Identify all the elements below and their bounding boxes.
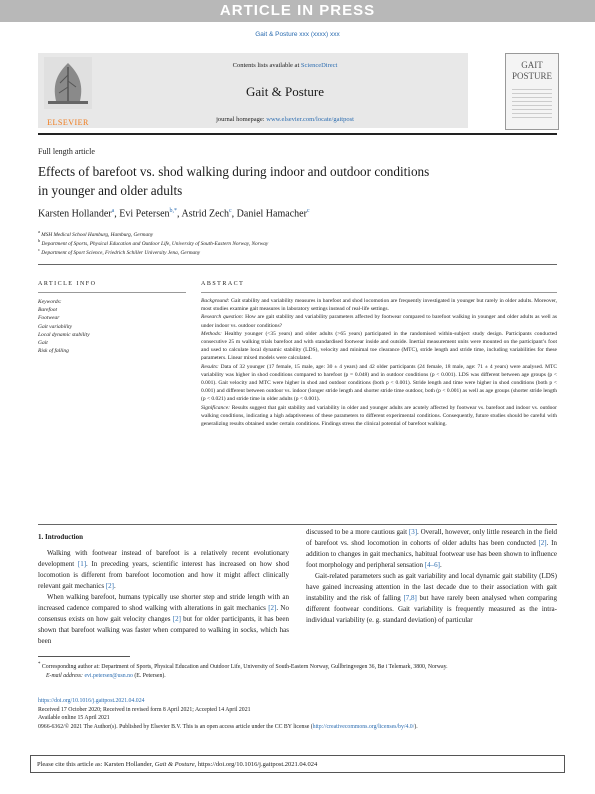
keywords-label: Keywords:: [38, 299, 62, 305]
citation-link[interactable]: [2]: [105, 582, 115, 590]
paragraph: Gait-related parameters such as gait variability and local dynamic gait stability (LDS) have gained increasing attention in the last decade due to their association with gait instability and the risk of falling [7,8] but have rarely been analysed when comparing different footwear conditions. Gait variability is frequently measured as the intra-individual variability (e. g. standard deviation) of particular: [306, 572, 558, 624]
citation-box: Please cite this article as: Karsten Hollander, Gait & Posture, https://doi.org/10.1016/j.gaitpost.2021.04.024: [30, 755, 565, 773]
author-name[interactable]: Daniel Hamacher: [236, 208, 307, 220]
corresponding-author-footnote: * Corresponding author at: Department of Sports, Physical Education and Outdoor Life, University of South-Eastern Norway, Gullbringvegen 36, Bø i Telemark, 3800, Norway. E-mail address: evi.petersen@usn.no (E. Petersen).: [38, 662, 448, 679]
keyword: Gait variability: [38, 323, 73, 330]
elsevier-logo: [38, 53, 98, 128]
keyword: Local dynamic stability: [38, 331, 90, 338]
abstract-heading: ABSTRACT: [201, 281, 245, 287]
copyright-line: 0966-6362/© 2021 The Author(s). Published by Elsevier B.V. This is an open access article under the CC BY license (http://creativecommons.org/licenses/by/4.0/).: [38, 723, 418, 730]
introduction-heading: 1. Introduction: [38, 533, 83, 541]
author-name[interactable]: Karsten Hollander: [38, 208, 112, 220]
publication-info: [38, 697, 557, 731]
abstract-research-question: Research question: How are gait stability and variability parameters affected by footwear compared to barefoot walking in younger and older adults as well as under indoor vs. outdoor conditions?: [201, 314, 557, 329]
keywords-list: [38, 298, 178, 355]
citation-link[interactable]: [1]: [77, 560, 87, 568]
header-rule: [38, 133, 557, 135]
author-name[interactable]: Astrid Zech: [181, 208, 229, 220]
keyword: Risk of falling: [38, 348, 69, 355]
article-title: Effects of barefoot vs. shod walking during indoor and outdoor conditions in younger and older adults: [38, 164, 430, 198]
section-rule: [38, 524, 557, 525]
keyword: Footwear: [38, 315, 60, 322]
article-type: Full length article: [38, 147, 95, 156]
journal-title: Gait & Posture: [246, 84, 324, 99]
received-dates: Received 17 October 2020; Received in revised form 8 April 2021; Accepted 14 April 2021: [38, 706, 251, 713]
footnote-rule: [38, 656, 130, 657]
available-online: Available online 15 April 2021: [38, 715, 110, 722]
article-info-rule: [38, 292, 186, 293]
affiliation: $^b$ Department of Sports, Physical Education and Outdoor Life, University of South-Eastern Norway, Norway: [38, 238, 269, 247]
doi-link[interactable]: https://doi.org/10.1016/j.gaitpost.2021.04.024: [38, 698, 145, 704]
journal-reference[interactable]: Gait & Posture xxx (xxxx) xxx: [255, 31, 340, 38]
abstract-body: [201, 297, 557, 428]
citation-link[interactable]: [4–6]: [424, 561, 440, 569]
article-in-press-banner: ARTICLE IN PRESS: [0, 0, 595, 22]
homepage-link[interactable]: www.elsevier.com/locate/gaitpost: [266, 116, 354, 123]
affiliation: $^a$ MSH Medical School Hamburg, Hamburg, Germany: [38, 229, 154, 238]
body-right-column: [306, 527, 557, 626]
affiliation: $^c$ Department of Sport Science, Friedrich Schiller University Jena, Germany: [38, 247, 201, 256]
body-left-column: [38, 548, 289, 647]
keyword: Barefoot: [38, 307, 58, 314]
abstract-methods: Methods: Healthy younger (<35 years) and older adults (>65 years) participated in the randomised within-subject study design. Participants conducted consecutive 25 m walking trials barefoot and with standardised footwear inside and outside. Inertial measurement units were mounted on the participant’s foot and used to calculate local dynamic stability (LDS), velocity and minimal toe clearance (MTC), stride length and stride time, including variabilities for these parameters. Linear mixed models were calculated.: [201, 330, 557, 362]
article-info-heading: ARTICLE INFO: [38, 281, 97, 287]
abstract-significance: Significance: Results suggest that gait stability and variability in older and younger adults are acutely affected by footwear vs. barefoot and indoor vs. outdoor walking conditions, indicating a high adaptiveness of these parameters to different experimental conditions. Consequently, future studies should be careful with generalizing results obtained under certain conditions. Findings stress the clinical potential of barefoot walking.: [201, 404, 557, 428]
elsevier-wordmark: ELSEVIER: [47, 118, 89, 127]
license-link[interactable]: http://creativecommons.org/licenses/by/4.0/: [312, 723, 415, 730]
citation-link[interactable]: [2]: [172, 615, 181, 623]
paragraph: Walking with footwear instead of barefoot is a relatively recent evolutionary development [1]. In preceding years, scientific interest has increased on how shod locomotion is different from barefoot locomotion and how it might affect clinically relevant gait mechanics [2].: [38, 549, 289, 590]
abstract-rule: [201, 292, 557, 293]
paragraph: discussed to be a more cautious gait [3]. Overall, however, only little research in the field of barefoot vs. shod locomotion in cohorts of older adults has been conducted [2]. In addition to changes in gait mechanics, habitual footwear use has been shown to influence foot morphology and peripheral sensation [4–6].: [306, 528, 557, 569]
paragraph: When walking barefoot, humans typically use shorter step and stride length with an increased cadence compared to shod walking with alterations in gait mechanics [2]. No consensus exists on how gait velocity changes [2] but for older participants, it has been shown that barefoot walking was faster when compared to walking in socks, which has been: [38, 593, 289, 645]
author-list: Karsten Hollander$^a$, Evi Petersen$^{b,*}$, Astrid Zech$^c$, Daniel Hamacher$^c$: [38, 208, 310, 220]
keyword: Gait: [38, 340, 48, 347]
section-rule: [38, 264, 557, 265]
cover-title: GAIT POSTURE: [511, 60, 552, 81]
abstract-background: Background: Gait stability and variability measures in barefoot and shod locomotion are frequently investigated in younger but rarely in older adults. Moreover, most studies examine gait measures in laboratory settings instead of real-life settings.: [201, 298, 557, 313]
journal-cover-thumbnail: [505, 53, 559, 130]
citation-link[interactable]: [3]: [408, 528, 418, 536]
citation-link[interactable]: [2]: [268, 604, 277, 612]
author-name[interactable]: Evi Petersen: [119, 208, 170, 220]
citation-link[interactable]: [7,8]: [403, 594, 417, 602]
citation-link[interactable]: [2]: [538, 539, 547, 547]
journal-homepage: journal homepage: www.elsevier.com/locate/gaitpost: [216, 116, 354, 123]
contents-line: Contents lists available at ScienceDirect: [232, 62, 338, 69]
abstract-results: Results: Data of 32 younger (17 female, 15 male, age: 30 ± 4 years) and 42 older participants (24 female, 18 male, age: 71 ± 4 years) were analysed. MTC variability was higher in shod conditions compared to barefoot (p = 0.048) and in outdoor conditions (p < 0.001). LDS was different between age groups (p < 0.001). Gait velocity and MTC were higher in shod and outdoor conditions (both p < 0.001). Stride length and time were higher in shod conditions (both p < 0.001) and different between outdoor vs. indoor (longer stride length and shorter stride time outdoor, both (p < 0.001) as well as age groups (shorter stride length (p < 0.021) and stride time in older adults (p < 0.001).: [201, 363, 557, 403]
email-link[interactable]: evi.petersen@usn.no: [84, 672, 133, 679]
sciencedirect-link[interactable]: ScienceDirect: [300, 62, 338, 69]
